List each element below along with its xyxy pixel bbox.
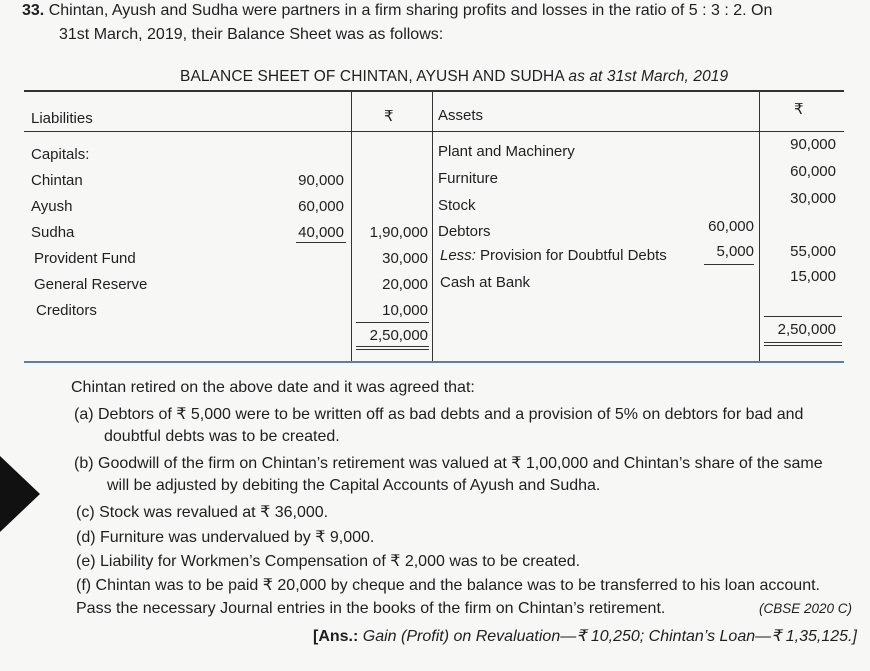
liab-creditors: Creditors bbox=[36, 302, 97, 319]
condition-f: (f) Chintan was to be paid ₹ 20,000 by cheque and the balance was to be transferred to his loan account. bbox=[76, 577, 820, 594]
condition-a-line-1: (a) Debtors of ₹ 5,000 were to be written off as bad debts and a provision of 5% on debtors for bad and bbox=[74, 406, 804, 423]
liab-total-rule-bottom-1 bbox=[356, 346, 429, 347]
answer-text: Gain (Profit) on Revaluation—₹ 10,250; Chintan’s Loan—₹ 1,35,125.] bbox=[362, 628, 857, 645]
liab-chintan-amount: 90,000 bbox=[298, 172, 344, 189]
balance-sheet-title bbox=[180, 68, 728, 86]
liab-creditors-amount: 10,000 bbox=[382, 302, 428, 319]
asset-debtors-gross: 60,000 bbox=[708, 218, 754, 235]
liab-capitals-label: Capitals: bbox=[31, 146, 90, 163]
asset-plant: Plant and Machinery bbox=[438, 143, 575, 160]
liab-ayush-amount: 60,000 bbox=[298, 198, 344, 215]
asset-furniture-amount: 60,000 bbox=[790, 163, 836, 180]
asset-provision: Less: Provision for Doubtful Debts bbox=[440, 247, 667, 264]
asset-stock: Stock bbox=[438, 197, 476, 214]
condition-c: (c) Stock was revalued at ₹ 36,000. bbox=[76, 504, 329, 521]
table-divider-asset-amt bbox=[759, 90, 760, 362]
liab-general-reserve: General Reserve bbox=[34, 276, 148, 293]
liab-sudha: Sudha bbox=[31, 224, 75, 241]
balance-sheet-title-main: BALANCE SHEET OF CHINTAN, AYUSH AND SUDHA bbox=[180, 68, 564, 85]
pass-instruction: Pass the necessary Journal entries in the books of the firm on Chintan’s retirement. bbox=[76, 600, 666, 617]
header-rupee-right: ₹ bbox=[794, 101, 804, 118]
liab-chintan: Chintan bbox=[31, 172, 83, 189]
header-liabilities: Liabilities bbox=[31, 110, 93, 127]
asset-provision-label: Provision for Doubtful Debts bbox=[480, 247, 667, 264]
asset-cash: Cash at Bank bbox=[440, 274, 531, 291]
table-bottom-rule bbox=[24, 361, 844, 363]
condition-e: (e) Liability for Workmen’s Compensation of ₹ 2,000 was to be created. bbox=[76, 553, 581, 570]
question-number-and-line1 bbox=[22, 2, 772, 20]
asset-total-rule-bottom-1 bbox=[764, 342, 842, 343]
question-line-1: Chintan, Ayush and Sudha were partners in a firm sharing profits and losses in the ratio of 5 : 3 : 2. On bbox=[48, 2, 773, 19]
asset-plant-amount: 90,000 bbox=[790, 136, 836, 153]
exam-reference: (CBSE 2020 C) bbox=[759, 601, 853, 616]
asset-debtors-net: 55,000 bbox=[790, 243, 836, 260]
liab-sudha-amount: 40,000 bbox=[298, 224, 344, 241]
liab-capitals-total: 1,90,000 bbox=[369, 224, 428, 241]
liab-provident-fund-amount: 30,000 bbox=[382, 250, 428, 267]
condition-a-line-2: doubtful debts was to be created. bbox=[104, 428, 340, 445]
binder-mark bbox=[0, 456, 40, 532]
liab-general-reserve-amount: 20,000 bbox=[382, 276, 428, 293]
asset-furniture: Furniture bbox=[438, 170, 499, 187]
debtors-subtotal-rule bbox=[704, 264, 754, 265]
asset-debtors: Debtors bbox=[438, 223, 491, 240]
question-number: 33. bbox=[22, 2, 45, 19]
table-divider-liab-amt bbox=[351, 90, 352, 362]
asset-cash-amount: 15,000 bbox=[790, 268, 836, 285]
conditions-intro: Chintan retired on the above date and it was agreed that: bbox=[71, 379, 475, 396]
asset-total: 2,50,000 bbox=[777, 321, 836, 338]
table-divider-center bbox=[432, 90, 433, 362]
table-top-rule bbox=[24, 90, 844, 92]
asset-provision-amount: 5,000 bbox=[716, 243, 754, 260]
liab-total: 2,50,000 bbox=[369, 327, 428, 344]
answer-label: [Ans.: bbox=[313, 628, 359, 645]
liab-total-rule-top bbox=[356, 322, 429, 323]
table-header-rule bbox=[24, 131, 844, 132]
condition-b-line-2: will be adjusted by debiting the Capital Accounts of Ayush and Sudha. bbox=[107, 477, 601, 494]
condition-b-line-1: (b) Goodwill of the firm on Chintan’s retirement was valued at ₹ 1,00,000 and Chintan’s share of the same bbox=[74, 455, 823, 472]
header-rupee-left: ₹ bbox=[384, 108, 394, 125]
condition-d: (d) Furniture was undervalued by ₹ 9,000. bbox=[76, 529, 375, 546]
question-line-2: 31st March, 2019, their Balance Sheet was as follows: bbox=[59, 26, 444, 43]
asset-total-rule-top bbox=[764, 316, 842, 317]
capital-subtotal-rule bbox=[296, 242, 346, 243]
balance-sheet-title-date: as at 31st March, 2019 bbox=[568, 68, 729, 85]
header-assets: Assets bbox=[438, 107, 484, 124]
asset-total-rule-bottom-2 bbox=[764, 345, 842, 346]
liab-ayush: Ayush bbox=[31, 198, 73, 215]
answer-line bbox=[313, 626, 857, 646]
asset-stock-amount: 30,000 bbox=[790, 190, 836, 207]
liab-provident-fund: Provident Fund bbox=[34, 250, 136, 267]
liab-total-rule-bottom-2 bbox=[356, 349, 429, 350]
